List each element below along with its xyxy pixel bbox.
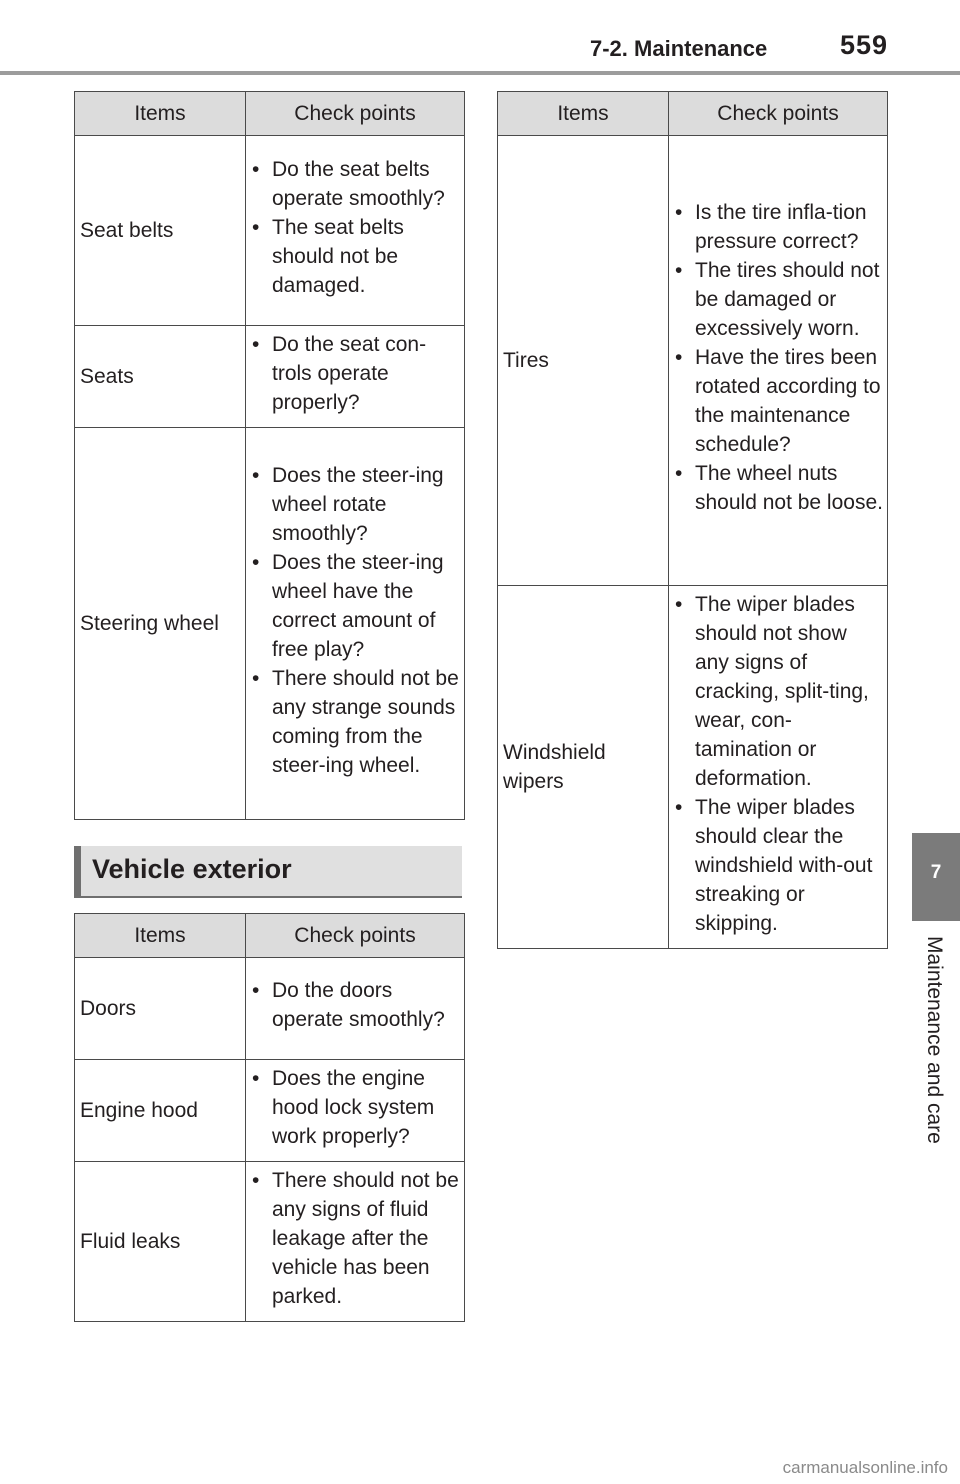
check-point: • Does the steer-ing wheel have the correct amount of free play? [252,548,462,664]
check-point: • There should not be any strange sounds coming from the steer-ing wheel. [252,664,462,780]
chapter-number: 7 [930,862,942,883]
header-rule [0,71,960,75]
check-point: • Do the seat con-trols operate properly? [252,330,462,417]
table-row [75,1060,465,1162]
table-row [498,586,888,949]
check-points-cell [246,136,465,326]
table-header-row [75,914,465,958]
item-cell: Steering wheel [75,428,246,820]
watermark: carmanualsonline.info [782,1458,948,1477]
interior-check-table [74,91,465,820]
table-header-row [75,92,465,136]
check-point: • Do the doors operate smoothly? [252,976,462,1034]
check-points-column-header: Check points [669,92,888,136]
check-point: • There should not be any signs of fluid leakage after the vehicle has been parked. [252,1166,462,1311]
check-point: • Does the engine hood lock system work properly? [252,1064,462,1151]
check-points-cell [246,326,465,428]
check-points-column-header: Check points [246,92,465,136]
check-points-cell [246,958,465,1060]
chapter-title: Maintenance and care [923,936,946,1144]
item-cell: Windshield wipers [498,586,669,949]
item-cell: Engine hood [75,1060,246,1162]
section-heading-title: Vehicle exterior [92,854,292,884]
item-cell: Seats [75,326,246,428]
check-point: • Do the seat belts operate smoothly? [252,155,462,213]
section-heading-bar [74,846,81,896]
table-row [75,958,465,1060]
section-title: 7-2. Maintenance [590,36,768,61]
exterior-check-table-continued [497,91,888,949]
check-point: • Is the tire infla-tion pressure correct? [675,198,885,256]
table-row [75,326,465,428]
check-point: • The seat belts should not be damaged. [252,213,462,300]
check-points-cell [246,1060,465,1162]
items-column-header: Items [75,92,246,136]
section-heading-underline [74,896,462,898]
items-column-header: Items [498,92,669,136]
items-column-header: Items [75,914,246,958]
check-point: • The wiper blades should clear the windshield with-out streaking or skipping. [675,793,885,938]
check-point: • The wiper blades should not show any signs of cracking, split-ting, wear, con-tamination or deformation. [675,590,885,793]
check-point: • The wheel nuts should not be loose. [675,459,885,517]
check-points-cell [669,586,888,949]
page-number: 559 [840,30,889,60]
section-heading [74,846,462,896]
item-cell: Tires [498,136,669,586]
check-points-cell [246,1162,465,1322]
check-point: • The tires should not be damaged or excessively worn. [675,256,885,343]
check-points-column-header: Check points [246,914,465,958]
item-cell: Doors [75,958,246,1060]
table-row [498,136,888,586]
check-point: • Does the steer-ing wheel rotate smoothly? [252,461,462,548]
check-point: • Have the tires been rotated according to the maintenance schedule? [675,343,885,459]
chapter-title-vertical [917,936,957,1190]
exterior-check-table [74,913,465,1322]
table-header-row [498,92,888,136]
check-points-cell [246,428,465,820]
table-row [75,136,465,326]
table-row [75,1162,465,1322]
item-cell: Seat belts [75,136,246,326]
check-points-cell [669,136,888,586]
item-cell: Fluid leaks [75,1162,246,1322]
table-row [75,428,465,820]
